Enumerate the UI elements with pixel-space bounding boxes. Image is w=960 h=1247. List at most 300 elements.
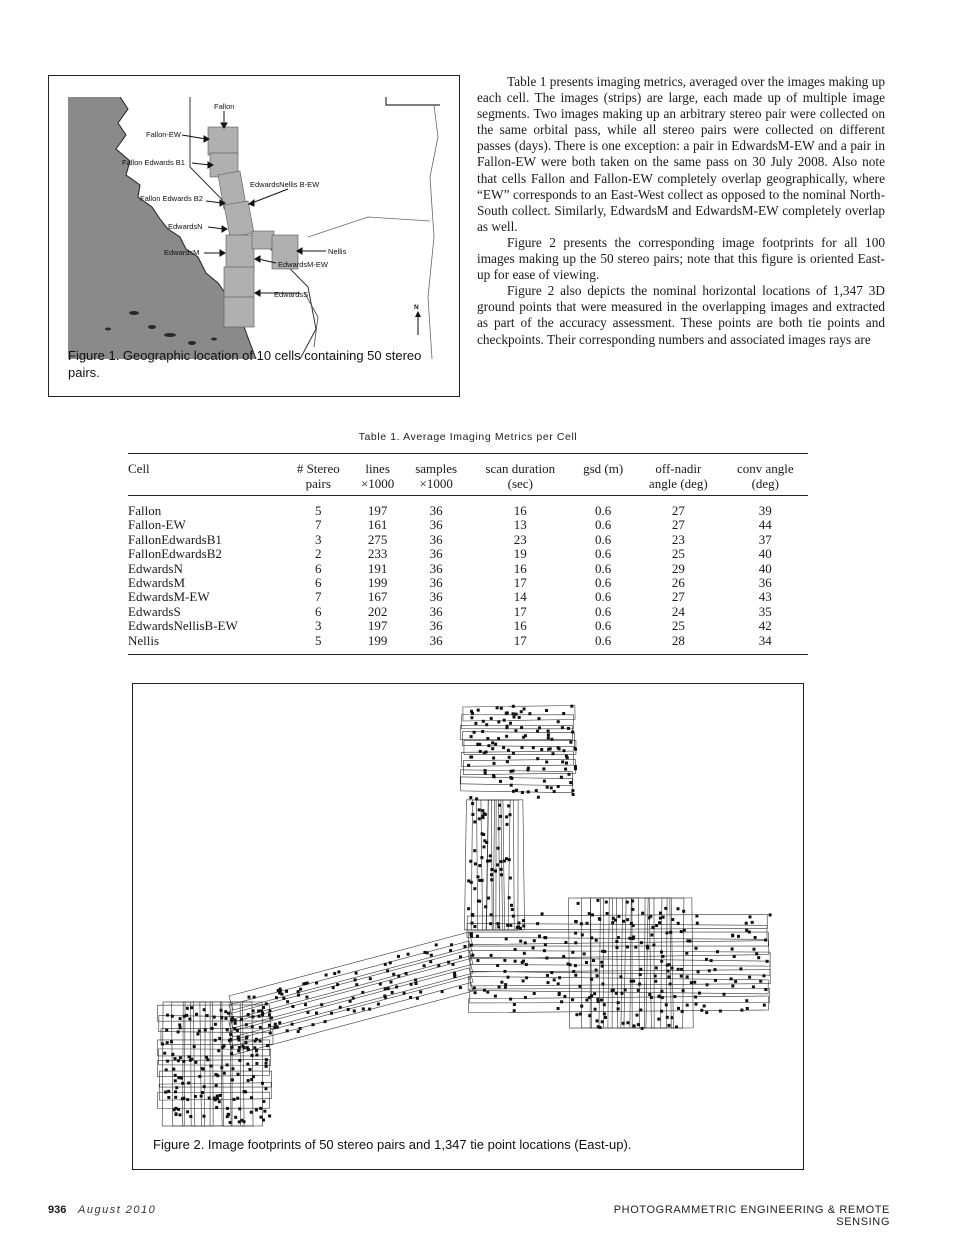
table-cell-value: 5 [315, 632, 322, 648]
tie-point [384, 963, 387, 966]
tie-point [578, 985, 581, 988]
tie-point [603, 1012, 606, 1015]
tie-point [361, 991, 364, 994]
tie-point [572, 793, 575, 796]
tie-point [658, 921, 661, 924]
tie-point [490, 717, 493, 720]
tie-point [514, 729, 517, 732]
tie-point [766, 960, 769, 963]
tie-point [698, 992, 701, 995]
cell-edwards-m [224, 267, 254, 299]
tie-point [487, 744, 490, 747]
table-cell-value: 161 [367, 517, 388, 533]
tie-point [661, 996, 664, 999]
tie-point [403, 992, 406, 995]
table-cell-value: 24 [671, 603, 685, 619]
tie-point [538, 935, 541, 938]
tie-point [266, 1044, 269, 1047]
tie-point [566, 756, 569, 759]
tie-point [437, 964, 440, 967]
tie-point [470, 735, 473, 738]
tie-point [596, 974, 599, 977]
tie-point [650, 996, 653, 999]
tie-point [649, 915, 652, 918]
tie-point [745, 929, 748, 932]
table-row [128, 634, 808, 655]
label-north: N [414, 304, 419, 311]
tie-point [383, 995, 386, 998]
tie-point [503, 959, 506, 962]
tie-point [496, 964, 499, 967]
tie-point [414, 979, 417, 982]
tie-point [185, 1014, 188, 1017]
table-cell-value: 36 [429, 589, 443, 605]
tie-point [262, 1006, 265, 1009]
table-cell-value: 197 [367, 618, 388, 634]
tie-point [189, 1115, 192, 1118]
tie-point [231, 1046, 234, 1049]
tie-point [205, 1056, 208, 1059]
tie-point [515, 789, 518, 792]
tie-point [506, 823, 509, 826]
table-cell-value: 36 [429, 618, 443, 634]
tie-point [494, 995, 497, 998]
tie-point [525, 963, 528, 966]
tie-point [654, 980, 657, 983]
tie-point [233, 1027, 236, 1030]
tie-point [580, 1005, 583, 1008]
tie-point [265, 1062, 268, 1065]
tie-point [605, 901, 608, 904]
tie-point [173, 1108, 176, 1111]
table-cell-name: Nellis [128, 632, 160, 648]
tie-point [325, 974, 328, 977]
tie-point [624, 988, 627, 991]
tie-point [522, 960, 525, 963]
tie-point [543, 780, 546, 783]
tie-point [200, 1067, 203, 1070]
figure-2-footprint-plot [133, 684, 803, 1134]
tie-point [260, 1116, 263, 1119]
tie-point [478, 808, 481, 811]
tie-point [469, 860, 472, 863]
tie-point [299, 1027, 302, 1030]
tie-point [324, 1020, 327, 1023]
tie-point [490, 878, 493, 881]
tie-point [194, 1095, 197, 1098]
tie-point [755, 952, 758, 955]
tie-point [339, 1006, 342, 1009]
tie-point [547, 748, 550, 751]
tie-point [675, 1026, 678, 1029]
tie-point [577, 902, 580, 905]
table-cell-value: 7 [315, 589, 322, 605]
tie-point [496, 863, 499, 866]
table-cell-value: 0.6 [595, 560, 612, 576]
table-header-row [128, 454, 808, 496]
table-cell-value: 23 [671, 531, 685, 547]
table-cell-value: 42 [758, 618, 772, 634]
tie-point [320, 1003, 323, 1006]
figure-1-map [68, 97, 440, 359]
tie-point [660, 951, 663, 954]
tie-point [225, 1017, 228, 1020]
label-fallon-edwards-b2: Fallon Edwards B2 [140, 194, 203, 203]
tie-point [231, 1067, 234, 1070]
tie-point [648, 993, 651, 996]
table-row [128, 518, 808, 532]
footprint-strip [159, 1049, 271, 1065]
table-cell-value: 44 [758, 517, 772, 533]
tie-point [236, 1097, 239, 1100]
tie-point [369, 977, 372, 980]
tie-point [471, 802, 474, 805]
tie-point [617, 1007, 620, 1010]
table-cell-name: Fallon-EW [128, 517, 186, 533]
tie-point [251, 1025, 254, 1028]
tie-point [538, 726, 541, 729]
table-cell-name: EdwardsS [128, 603, 181, 619]
tie-point [612, 917, 615, 920]
table-cell-value: 36 [758, 575, 772, 591]
tie-point [606, 912, 609, 915]
tie-point [686, 975, 689, 978]
tie-point [265, 1087, 268, 1090]
tie-point [243, 1120, 246, 1123]
tie-point [690, 981, 693, 984]
table-cell-value: 2 [315, 546, 322, 562]
tie-point [734, 980, 737, 983]
table-cell-name: FallonEdwardsB2 [128, 546, 222, 562]
tie-point [167, 1096, 170, 1099]
tie-point [626, 901, 629, 904]
tie-point [485, 723, 488, 726]
tie-point [204, 1028, 207, 1031]
tie-point [557, 720, 560, 723]
tie-point [537, 796, 540, 799]
tie-point [660, 990, 663, 993]
tie-point [594, 1008, 597, 1011]
tie-point [682, 989, 685, 992]
header-samples: samples ×1000 [415, 461, 458, 491]
tie-point [641, 912, 644, 915]
tie-point [509, 998, 512, 1001]
tie-point [601, 983, 604, 986]
tie-point [231, 1078, 234, 1081]
tie-point [395, 986, 398, 989]
tie-point [268, 1010, 271, 1013]
tie-point [615, 992, 618, 995]
tie-point [665, 1003, 668, 1006]
tie-point [186, 1110, 189, 1113]
tie-point [481, 730, 484, 733]
tie-point [238, 1046, 241, 1049]
tie-point [667, 975, 670, 978]
tie-point [349, 1000, 352, 1003]
tie-point [506, 760, 509, 763]
tie-point [731, 985, 734, 988]
table-row [128, 619, 808, 633]
footprint-strip [229, 950, 473, 1028]
tie-point [270, 1016, 273, 1019]
tie-point [483, 845, 486, 848]
tie-point [662, 955, 665, 958]
table-cell-value: 28 [671, 632, 685, 648]
tie-point [470, 716, 473, 719]
tie-point [519, 940, 522, 943]
tie-point [179, 1113, 182, 1116]
tie-point [533, 939, 536, 942]
tie-point [171, 1015, 174, 1018]
cell-edwards-n [226, 235, 254, 271]
tie-point [240, 1018, 243, 1021]
tie-point [244, 1041, 247, 1044]
table-cell-value: 36 [429, 503, 443, 518]
tie-point [509, 776, 512, 779]
tie-point [673, 995, 676, 998]
tie-point [617, 936, 620, 939]
tie-point [450, 943, 453, 946]
tie-point [512, 915, 515, 918]
tie-point [497, 925, 500, 928]
tie-point [255, 1062, 258, 1065]
tie-point [181, 1082, 184, 1085]
tie-point [580, 922, 583, 925]
tie-point [480, 856, 483, 859]
table-cell-value: 36 [429, 560, 443, 576]
table-cell-value: 3 [315, 618, 322, 634]
tie-point [617, 1001, 620, 1004]
tie-point [523, 952, 526, 955]
tie-point [714, 979, 717, 982]
tie-point [206, 1058, 209, 1061]
tie-point [513, 1003, 516, 1006]
tie-point [245, 1036, 248, 1039]
tie-point [569, 741, 572, 744]
tie-point [237, 1073, 240, 1076]
table-cell-value: 0.6 [595, 531, 612, 547]
tie-point [226, 1063, 229, 1066]
tie-point [259, 1107, 262, 1110]
table-row [128, 562, 808, 576]
tie-point [513, 1009, 516, 1012]
tie-point [506, 924, 509, 927]
tie-point [397, 975, 400, 978]
tie-point [467, 764, 470, 767]
tie-point [632, 937, 635, 940]
tie-point [489, 854, 492, 857]
table-cell-name: EdwardsN [128, 560, 183, 576]
tie-point [352, 997, 355, 1000]
tie-point [595, 939, 598, 942]
tie-point [557, 982, 560, 985]
table-cell-value: 34 [758, 632, 772, 648]
tie-point [668, 1024, 671, 1027]
tie-point [682, 910, 685, 913]
tie-point [532, 746, 535, 749]
table-1-title: Table 1. Average Imaging Metrics per Cell [358, 431, 578, 443]
tie-point [509, 877, 512, 880]
tie-point [186, 1098, 189, 1101]
tie-point [423, 951, 426, 954]
tie-point [164, 1091, 167, 1094]
footprint-strip [229, 941, 473, 1019]
tie-point [516, 926, 519, 929]
tie-point [507, 976, 510, 979]
table-row [128, 576, 808, 590]
table-cell-value: 16 [513, 618, 527, 634]
tie-point [409, 996, 412, 999]
tie-point [416, 997, 419, 1000]
tie-point [557, 746, 560, 749]
tie-point [258, 1015, 261, 1018]
tie-point [261, 1012, 264, 1015]
tie-point [677, 922, 680, 925]
tie-point [626, 1021, 629, 1024]
tie-point [680, 975, 683, 978]
table-cell-value: 197 [367, 503, 388, 518]
tie-point [410, 983, 413, 986]
tie-point [592, 959, 595, 962]
tie-point [574, 920, 577, 923]
table-row [128, 496, 808, 519]
tie-point [502, 746, 505, 749]
tie-point [616, 946, 619, 949]
tie-point [250, 1078, 253, 1081]
tie-point [528, 712, 531, 715]
tie-point [632, 980, 635, 983]
tie-point [619, 975, 622, 978]
tie-point [172, 1068, 175, 1071]
tie-point [470, 944, 473, 947]
tie-point [470, 756, 473, 759]
tie-point [452, 963, 455, 966]
tie-point [265, 1065, 268, 1068]
tie-point [187, 1082, 190, 1085]
tie-point [220, 1016, 223, 1019]
tie-point [419, 991, 422, 994]
label-fallon-edwards-b1: Fallon Edwards B1 [122, 158, 185, 167]
tie-point [347, 1008, 350, 1011]
table-cell-value: 16 [513, 503, 527, 518]
tie-point [392, 973, 395, 976]
tie-point [590, 936, 593, 939]
table-1-body [128, 496, 808, 655]
tie-point [479, 750, 482, 753]
tie-point [227, 1113, 230, 1116]
tie-point [166, 1014, 169, 1017]
tie-point [545, 957, 548, 960]
tie-point [177, 1059, 180, 1062]
tie-point [332, 986, 335, 989]
tie-point [507, 804, 510, 807]
tie-point [278, 992, 281, 995]
tie-point [286, 1000, 289, 1003]
table-cell-value: 27 [671, 517, 685, 533]
tie-point [626, 945, 629, 948]
tie-point [165, 1028, 168, 1031]
tie-point [238, 1120, 241, 1123]
tie-point [441, 990, 444, 993]
tie-point [764, 939, 767, 942]
tie-point [477, 875, 480, 878]
tie-point [273, 1026, 276, 1029]
tie-point [268, 1013, 271, 1016]
tie-point [255, 1054, 258, 1057]
footprint-strip [158, 1040, 270, 1056]
tie-point [481, 809, 484, 812]
tie-point [214, 1039, 217, 1042]
tie-point [646, 945, 649, 948]
tie-point [611, 989, 614, 992]
table-cell-value: 27 [671, 503, 685, 518]
tie-point [669, 983, 672, 986]
tie-point [174, 1057, 177, 1060]
tie-point [547, 730, 550, 733]
tie-point [391, 991, 394, 994]
table-cell-value: 40 [758, 560, 772, 576]
tie-point [532, 947, 535, 950]
tie-point [637, 1023, 640, 1026]
tie-point [677, 907, 680, 910]
tie-point [595, 969, 598, 972]
tie-point [596, 1019, 599, 1022]
tie-point [751, 921, 754, 924]
tie-point [194, 1061, 197, 1064]
tie-point [513, 716, 516, 719]
tie-point [520, 726, 523, 729]
tie-point [209, 1065, 212, 1068]
table-cell-value: 7 [315, 517, 322, 533]
tie-point [491, 747, 494, 750]
tie-point [671, 918, 674, 921]
tie-point [190, 1058, 193, 1061]
tie-point [474, 991, 477, 994]
tie-point [477, 709, 480, 712]
tie-point [749, 915, 752, 918]
tie-point [259, 1026, 262, 1029]
tie-point [297, 990, 300, 993]
tie-point [234, 1022, 237, 1025]
tie-point [247, 1079, 250, 1082]
tie-point [565, 762, 568, 765]
tie-point [234, 1116, 237, 1119]
tie-point [174, 1079, 177, 1082]
tie-point [695, 947, 698, 950]
tie-point [508, 896, 511, 899]
tie-point [666, 1016, 669, 1019]
table-cell-value: 23 [513, 531, 527, 547]
tie-point [563, 749, 566, 752]
table-cell-value: 36 [429, 531, 443, 547]
tie-point [498, 827, 501, 830]
tie-point [252, 1009, 255, 1012]
tie-point [509, 722, 512, 725]
tie-point [536, 730, 539, 733]
tie-point [282, 997, 285, 1000]
tie-point [611, 921, 614, 924]
tie-point [247, 1013, 250, 1016]
tie-point [333, 972, 336, 975]
table-cell-value: 35 [758, 603, 772, 619]
tie-point [166, 1041, 169, 1044]
tie-point [291, 1005, 294, 1008]
tie-point [666, 931, 669, 934]
tie-point [252, 1075, 255, 1078]
tie-point [551, 738, 554, 741]
tie-point [291, 1023, 294, 1026]
tie-point [558, 993, 561, 996]
